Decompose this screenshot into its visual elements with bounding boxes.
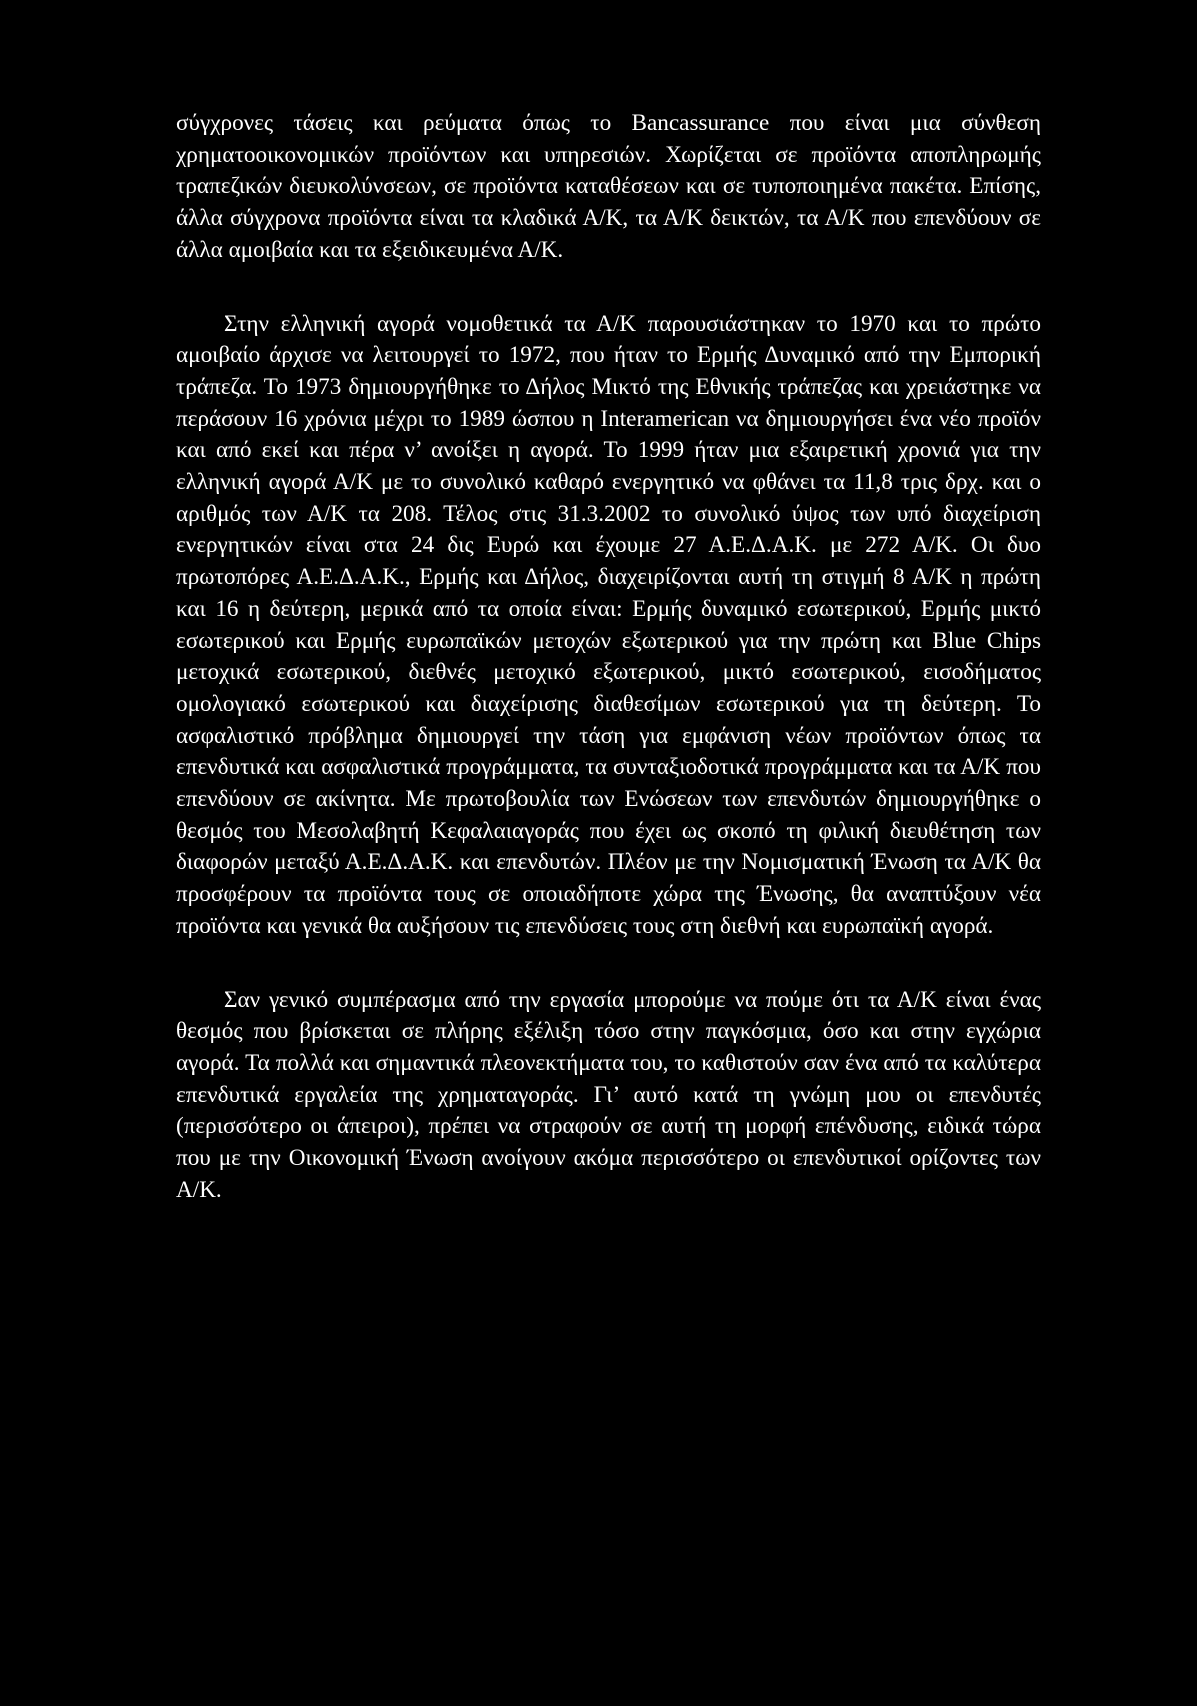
paragraph-conclusion: Σαν γενικό συμπέρασμα από την εργασία μπορούμε να πούμε ότι τα Α/Κ είναι ένας θεσμός που βρίσκεται σε πλήρης εξέλιξη τόσο στην παγκόσμια, όσο και στην εγχώρια αγορά. Τα πολλά και σημαντικά πλεονεκτήματα του, το καθιστούν σαν ένα από τα καλύτερα επενδυτικά εργαλεία της χρηματαγοράς. Γι’ αυτό κατά τη γνώμη μου οι επενδυτές (περισσότερο οι άπειροι), πρέπει να στραφούν σε αυτή τη μορφή επένδυσης, ειδικά τώρα που με την Οικονομική Ένωση ανοίγουν ακόμα περισσότερο οι επενδυτικοί ορίζοντες των Α/Κ.	[176, 986, 1041, 1203]
paragraph-greek-market-history: Στην ελληνική αγορά νομοθετικά τα Α/Κ παρουσιάστηκαν το 1970 και το πρώτο αμοιβαίο άρχισε να λειτουργεί το 1972, που ήταν το Ερμής Δυναμικό από την Εμπορική τράπεζα. Το 1973 δημιουργήθηκε το Δήλος Μικτό της Εθνικής τράπεζας και χρειάστηκε να περάσουν 16 χρόνια μέχρι το 1989 ώσπου η Interamerican να δημιουργήσει ένα νέο προϊόν και από εκεί και πέρα ν’ ανοίξει η αγορά. Το 1999 ήταν μια εξαιρετική χρονιά για την ελληνική αγορά Α/Κ με το συνολικό καθαρό ενεργητικό να φθάνει τα 11,8 τρις δρχ. και ο αριθμός των Α/Κ τα 208. Τέλος στις 31.3.2002 το συνολικό ύψος των υπό διαχείριση ενεργητικών είναι στα 24 δις Ευρώ και έχουμε 27 Α.Ε.Δ.Α.Κ. με 272 Α/Κ. Οι δυο πρωτοπόρες Α.Ε.Δ.Α.Κ., Ερμής και Δήλος, διαχειρίζονται αυτή τη στιγμή 8 Α/Κ η πρώτη και 16 η δεύτερη, μερικά από τα οποία είναι: Ερμής δυναμικό εσωτερικού, Ερμής μικτό εσωτερικού και Ερμής ευρωπαϊκών μετοχών εξωτερικού για την πρώτη και Blue Chips μετοχικά εσωτερικού, διεθνές μετοχικό εξωτερικού, μικτό εσωτερικού, εισοδήματος ομολογιακό εσωτερικού και διαχείρισης διαθεσίμων εσωτερικού για τη δεύτερη. Το ασφαλιστικό πρόβλημα δημιουργεί την τάση για εμφάνιση νέων προϊόντων όπως τα επενδυτικά και ασφαλιστικά προγράμματα, τα συνταξιοδοτικά προγράμματα και τα Α/Κ που επενδύουν σε ακίνητα. Με πρωτοβουλία των Ενώσεων των επενδυτών δημιουργήθηκε ο θεσμός του Μεσολαβητή Κεφαλαιαγοράς που έχει ως σκοπό τη φιλική διευθέτηση των διαφορών μεταξύ Α.Ε.Δ.Α.Κ. και επενδυτών. Πλέον με την Νομισματική Ένωση τα Α/Κ θα προσφέρουν τα προϊόντα τους σε οποιαδήποτε χώρα της Ένωσης, θα αναπτύξουν νέα προϊόντα και γενικά θα αυξήσουν τις επενδύσεις τους στη διεθνή και ευρωπαϊκή αγορά.	[176, 310, 1041, 939]
document-page	[176, 108, 1041, 1207]
paragraph-products-continuation: σύγχρονες τάσεις και ρεύματα όπως το Bancassurance που είναι μια σύνθεση χρηματοοικονομικών προϊόντων και υπηρεσιών. Χωρίζεται σε προϊόντα αποπληρωμής τραπεζικών διευκολύνσεων, σε προϊόντα καταθέσεων και σε τυποποιημένα πακέτα. Επίσης, άλλα σύγχρονα προϊόντα είναι τα κλαδικά Α/Κ, τα Α/Κ δεικτών, τα Α/Κ που επενδύουν σε άλλα αμοιβαία και τα εξειδικευμένα Α/Κ.	[176, 110, 1041, 263]
